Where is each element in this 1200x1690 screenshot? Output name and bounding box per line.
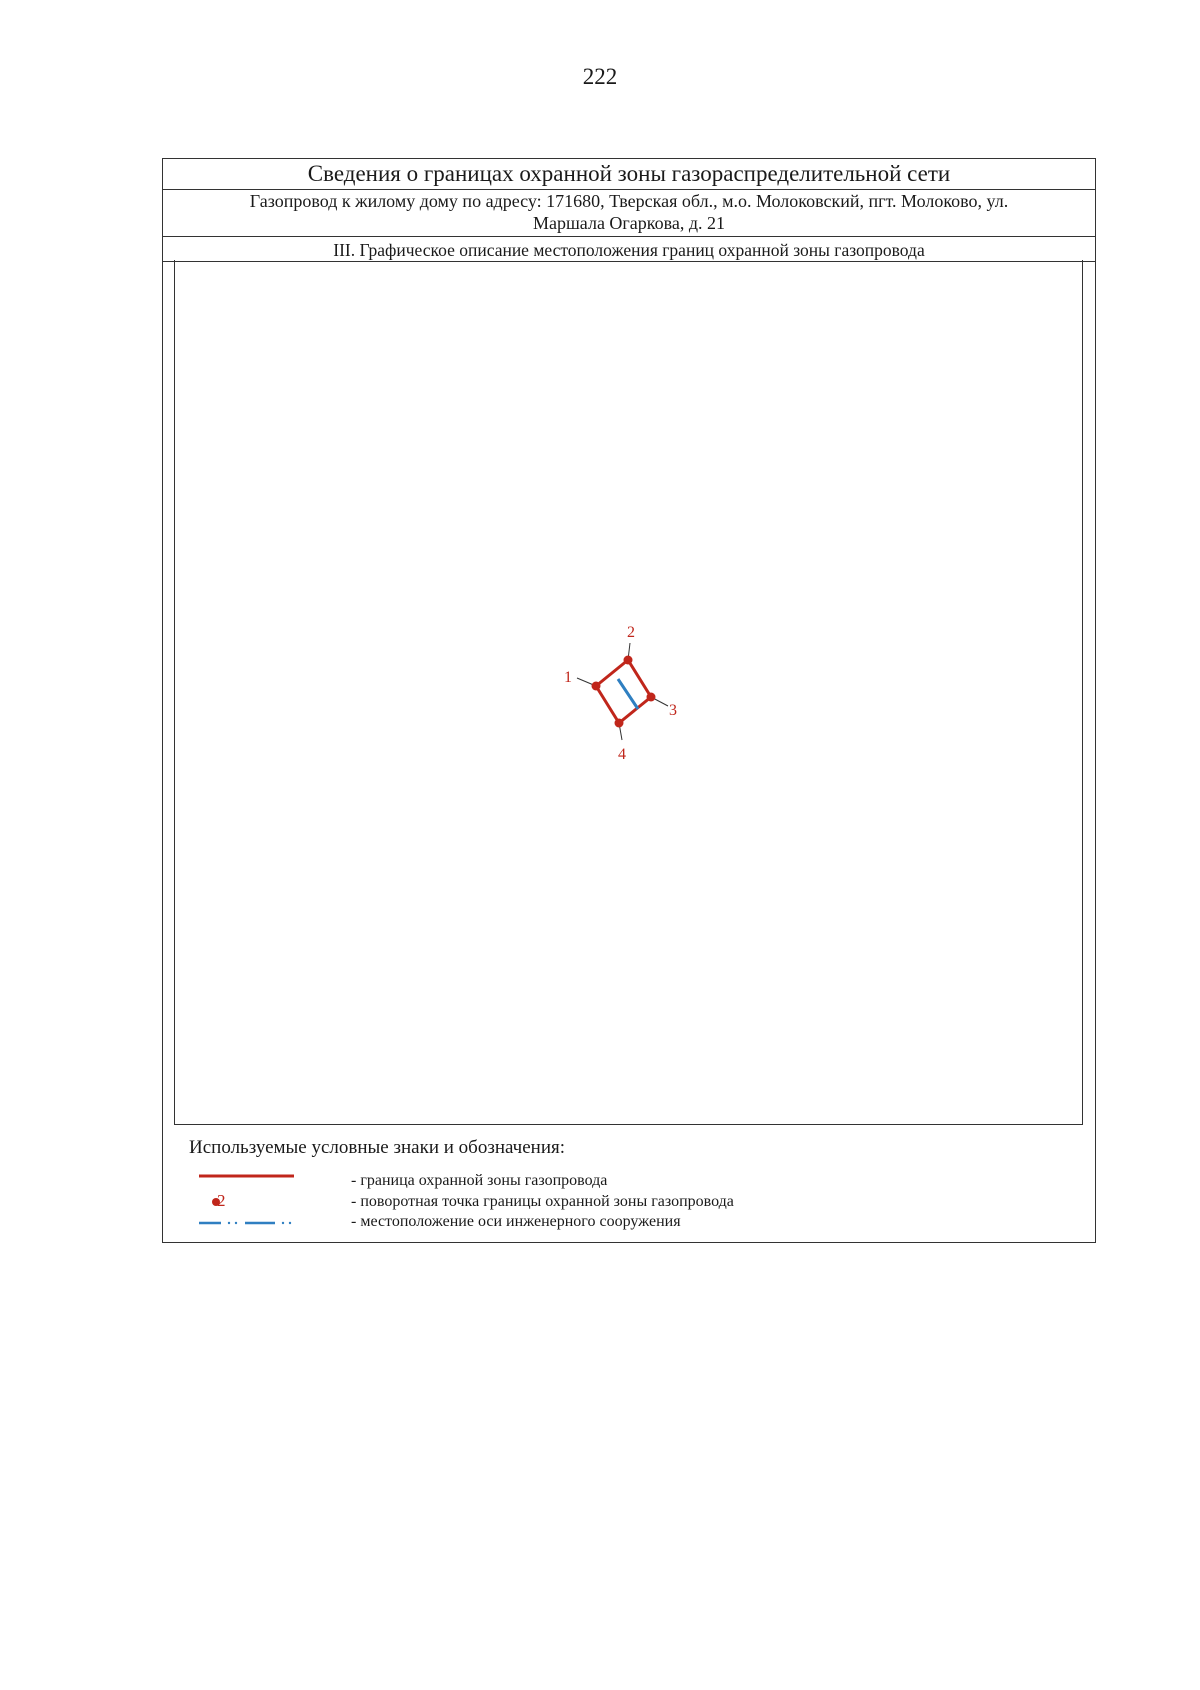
turning-point-4 [615,719,624,728]
turning-point-symbol [199,1192,309,1212]
legend-text-axis: - местоположение оси инженерного сооружения [351,1213,681,1230]
pipeline-axis [618,679,638,709]
point-label-4: 4 [618,746,626,763]
document-frame [162,158,1096,1243]
turning-point-3 [647,693,656,702]
legend-item-axis [189,1212,1069,1233]
axis-line-symbol [199,1212,309,1232]
legend [189,1171,1069,1233]
map-area [174,260,1083,1125]
protection-zone-boundary [596,660,651,723]
legend-title: Используемые условные знаки и обозначения: [189,1137,566,1158]
address-line-2: Маршала Огаркова, д. 21 [532,213,726,233]
address-block [163,189,1095,237]
legend-point-label: 2 [217,1190,226,1210]
document-title: Сведения о границах охранной зоны газораспределительной сети [163,159,1095,190]
legend-item-turning-point [189,1192,1069,1213]
address-line-1: Газопровод к жилому дому по адресу: 171680, Тверская обл., м.о. Молоковский, пгт. Молоково, ул. [249,191,1009,211]
legend-text-boundary: - граница охранной зоны газопровода [351,1172,608,1189]
legend-item-boundary [189,1171,1069,1192]
point-label-1: 1 [564,669,572,686]
legend-text-turning-point: - поворотная точка границы охранной зоны газопровода [351,1192,734,1210]
boundary-map [175,260,1082,1123]
point-label-3: 3 [669,702,677,719]
page-number: 222 [582,64,618,89]
turning-point-1 [592,682,601,691]
boundary-line-symbol [199,1171,309,1191]
point-label-2: 2 [627,624,635,641]
turning-point-2 [624,656,633,665]
section-heading: III. Графическое описание местоположения границ охранной зоны газопровода [163,237,1095,262]
